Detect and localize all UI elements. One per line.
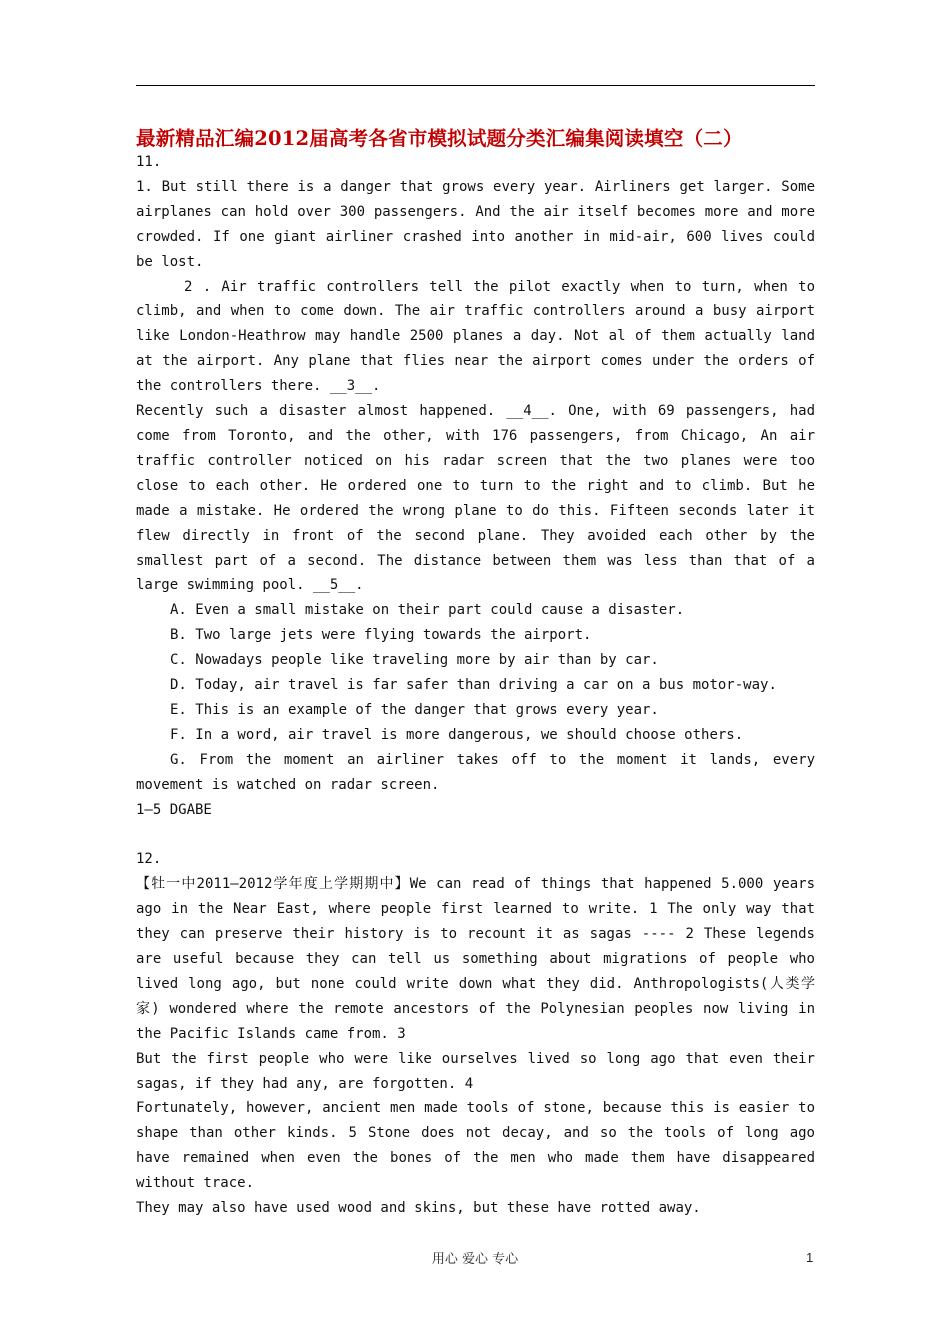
document-body <box>136 150 815 1221</box>
footer-text: 用心 爱心 专心 <box>431 1252 519 1267</box>
passage-paragraph: 【牡一中2011—2012学年度上学期期中】We can read of things that happened 5.000 years ago in the Near East, where people first learned to write. 1 The only way that they can preserve their history is to recount it as sagas ---- 2 These legends are useful because they can tell us something about migrations of people who lived long ago, but none could write down what they did. Anthropologists(人类学家) wondered where the remote ancestors of the Polynesian peoples now living in the Pacific Islands came from. 3 <box>136 876 815 1042</box>
page-title: 最新精品汇编2012届高考各省市模拟试题分类汇编集阅读填空（二） <box>136 127 743 150</box>
answer-key: 1—5 DGABE <box>136 801 212 818</box>
option-item: A. Even a small mistake on their part could cause a disaster. <box>170 602 685 619</box>
header-rule <box>136 85 815 86</box>
passage-paragraph: Recently such a disaster almost happened. __4__. One, with 69 passengers, had come from Toronto, and the other, with 176 passengers, from Chicago, An air traffic controller noticed on his radar screen that the two planes were too close to each other. He ordered one to turn to the right and to climb. But he made a mistake. He ordered the wrong plane to do this. Fifteen seconds later it flew directly in front of the second plane. They avoided each other by the smallest part of a second. The distance between them was less than that of a large swimming pool. __5__. <box>136 403 815 594</box>
question-number-12: 12. <box>136 851 162 868</box>
passage-paragraph: 1. But still there is a danger that grows every year. Airliners get larger. Some airplanes can hold over 300 passengers. And the air itself becomes more and more crowded. If one giant airliner crashed into another in mid-air, 600 lives could be lost. <box>136 178 815 270</box>
passage-paragraph: Fortunately, however, ancient men made tools of stone, because this is easier to shape than other kinds. 5 Stone does not decay, and so the tools of long ago have remained when even the bones of the men who made them have disappeared without trace. <box>136 1100 815 1192</box>
option-item: F. In a word, air travel is more dangerous, we should choose others. <box>170 726 744 743</box>
option-item: E. This is an example of the danger that grows every year. <box>170 701 659 718</box>
option-item: G. From the moment an airliner takes off to the moment it lands, every movement is watched on radar screen. <box>136 751 815 793</box>
passage-paragraph: They may also have used wood and skins, but these have rotted away. <box>136 1200 701 1217</box>
option-item: B. Two large jets were flying towards the airport. <box>170 627 592 644</box>
option-item: D. Today, air travel is far safer than driving a car on a bus motor-way. <box>170 677 777 694</box>
option-item: C. Nowadays people like traveling more by air than by car. <box>170 652 659 669</box>
question-number-11: 11. <box>136 154 162 170</box>
passage-paragraph: But the first people who were like ourselves lived so long ago that even their sagas, if they had any, are forgotten. 4 <box>136 1050 815 1092</box>
passage-paragraph: 2 . Air traffic controllers tell the pilot exactly when to turn, when to climb, and when to come down. The air traffic controllers around a busy airport like London-Heathrow may handle 2500 planes a day. Not al of them actually land at the airport. Any plane that flies near the airport comes under the orders of the controllers there. __3__. <box>136 278 815 395</box>
page-number: 1 <box>806 1250 814 1265</box>
